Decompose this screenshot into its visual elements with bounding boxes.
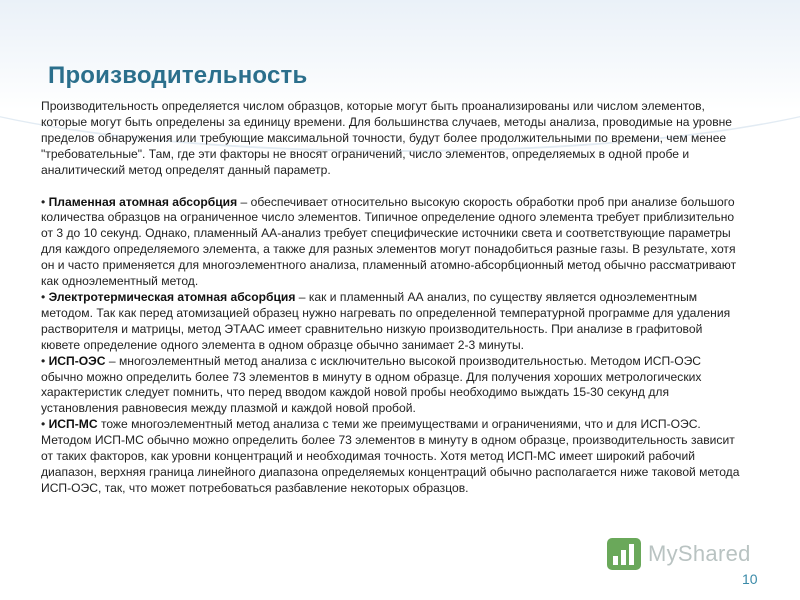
page-number: 10 <box>742 571 758 587</box>
section-text: – как и пламенный АА анализ, по существу является одноэлементным методом. Так как перед атомизацией образец нужно нагревать по определенной температурной программе для удаления растворителя и матрицы, метод ЭТААС имеет сравнительно низкую производительность. При анализе в графитовой кювете определение одного элемента в одном образце обычно занимает 2-3 минуты. <box>41 289 731 352</box>
bullet: • <box>41 417 46 432</box>
bullet: • <box>41 353 46 368</box>
bullet: • <box>41 289 46 304</box>
bullet: • <box>41 194 46 209</box>
section-term: ИСП-МС <box>48 417 98 432</box>
myshared-logo-icon <box>606 537 642 571</box>
section-term: ИСП-ОЭС <box>48 353 106 368</box>
watermark-brand: MyShared <box>648 541 751 566</box>
section-icp-ms <box>41 417 741 497</box>
section-term: Электротермическая атомная абсорбция <box>48 289 296 304</box>
section-electrothermal-aas <box>41 290 741 354</box>
section-text: – многоэлементный метод анализа с исключительно высокой производительностью. Методом ИСП-ОЭС обычно можно определить более 73 элементов в минуту в одном образце. Для получения хороших метрологических характеристик следует помнить, что перед вводом каждой новой пробы необходимо выждать 15-30 секунд для установления равновесия между плазмой и каждой новой пробой. <box>41 353 702 416</box>
section-flame-aas <box>41 195 741 290</box>
section-term: Пламенная атомная абсорбция <box>48 194 238 209</box>
myshared-watermark <box>606 537 766 571</box>
section-text: тоже многоэлементный метод анализа с теми же преимуществами и ограничениями, что и для ИСП-ОЭС. Методом ИСП-МС обычно можно определить более 73 элементов в минуту в одном образце, производительность зависит от таких факторов, как уровни концентраций и необходимая точность. Хотя метод ИСП-МС имеет широкий рабочий диапазон, верхняя граница линейного диапазона определяемых концентраций обычно располагается ниже таковой метода ИСП-ОЭС, так, что может потребоваться разбавление некоторых образцов. <box>41 417 740 495</box>
section-text: – обеспечивает относительно высокую скорость обработки проб при анализе большого количества образцов на ограниченное число элементов. Типичное определение одного элемента требует приблизительно от 3 до 10 секунд. Однако, пламенный АА-анализ требует специфические источники света и соответствующие параметры для каждого определяемого элемента, а также для разных элементов могут понадобиться разные газы. В результате, хотя он и часто применяется для многоэлементного анализа, пламенный атомно-абсорбционный метод обычно рассматривают как одноэлементный метод. <box>41 194 737 289</box>
slide-title: Производительность <box>48 62 308 89</box>
section-icp-oes <box>41 354 741 418</box>
intro-paragraph: Производительность определяется числом образцов, которые могут быть проанализированы или числом элементов, которые могут быть определены за единицу времени. Для большинства случаев, методы анализа, проводимые на уровне пределов обнаружения или требующие максимальной точности, будут более продолжительными по времени, чем менее "требовательные". Там, где эти факторы не вносят ограничений, число элементов, определяемых в одной пробе и аналитический метод определят данный параметр. <box>41 99 733 177</box>
paragraph-spacer <box>41 179 741 195</box>
slide-body <box>41 99 741 497</box>
